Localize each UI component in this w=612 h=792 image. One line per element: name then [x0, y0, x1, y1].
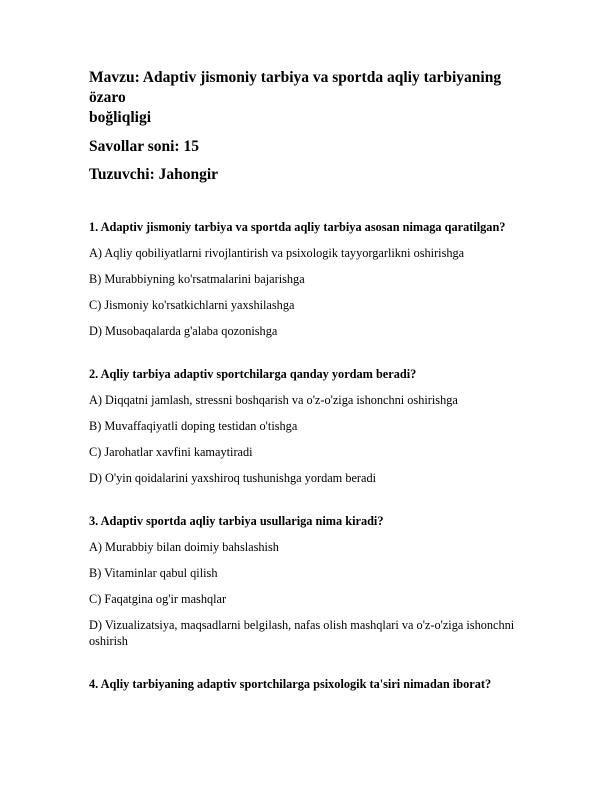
question-2: 2. Aqliy tarbiya adaptiv sportchilarga qanday yordam beradi? [89, 367, 417, 381]
question-block-2 [89, 367, 532, 486]
topic-title-line2: boğliqligi [89, 109, 152, 126]
question-1: 1. Adaptiv jismoniy tarbiya va sportda aqliy tarbiya asosan nimaga qaratilgan? [89, 220, 506, 234]
author: Tuzuvchi: Jahongir [89, 166, 219, 183]
question-3-option-a: A) Murabbiy bilan doimiy bahslashish [89, 540, 279, 554]
question-block-3 [89, 514, 532, 649]
question-1-option-a: A) Aqliy qobiliyatlarni rivojlantirish va psixologik tayyorgarlikni oshirishga [89, 246, 465, 260]
question-2-option-c: C) Jarohatlar xavfini kamaytiradi [89, 445, 253, 459]
topic-title [89, 68, 532, 128]
question-count: Savollar soni: 15 [89, 138, 199, 155]
question-1-option-d: D) Musobaqalarda g'alaba qozonishga [89, 324, 278, 338]
question-2-option-a: A) Diqqatni jamlash, stressni boshqarish va o'z-o'ziga ishonchni oshirishga [89, 393, 458, 407]
question-3-option-c: C) Faqatgina og'ir mashqlar [89, 592, 227, 606]
question-3-option-d: D) Vizualizatsiya, maqsadlarni belgilash, nafas olish mashqlari va o'z-o'ziga ishonchni oshirish [89, 618, 515, 648]
question-4: 4. Aqliy tarbiyaning adaptiv sportchilarga psixologik ta'siri nimadan iborat? [89, 677, 492, 691]
question-block-1 [89, 220, 532, 339]
question-1-option-c: C) Jismoniy ko'rsatkichlarni yaxshilashga [89, 298, 295, 312]
question-3-option-b: B) Vitaminlar qabul qilish [89, 566, 218, 580]
question-2-option-b: B) Muvaffaqiyatli doping testidan o'tishga [89, 419, 298, 433]
question-3: 3. Adaptiv sportda aqliy tarbiya usullariga nima kiradi? [89, 514, 384, 528]
question-block-4 [89, 677, 532, 692]
question-1-option-b: B) Murabbiyning ko'rsatmalarini bajarishga [89, 272, 305, 286]
topic-title-line1: Mavzu: Adaptiv jismoniy tarbiya va sportda aqliy tarbiyaning özaro [89, 69, 502, 106]
question-2-option-d: D) O'yin qoidalarini yaxshiroq tushunishga yordam beradi [89, 471, 377, 485]
